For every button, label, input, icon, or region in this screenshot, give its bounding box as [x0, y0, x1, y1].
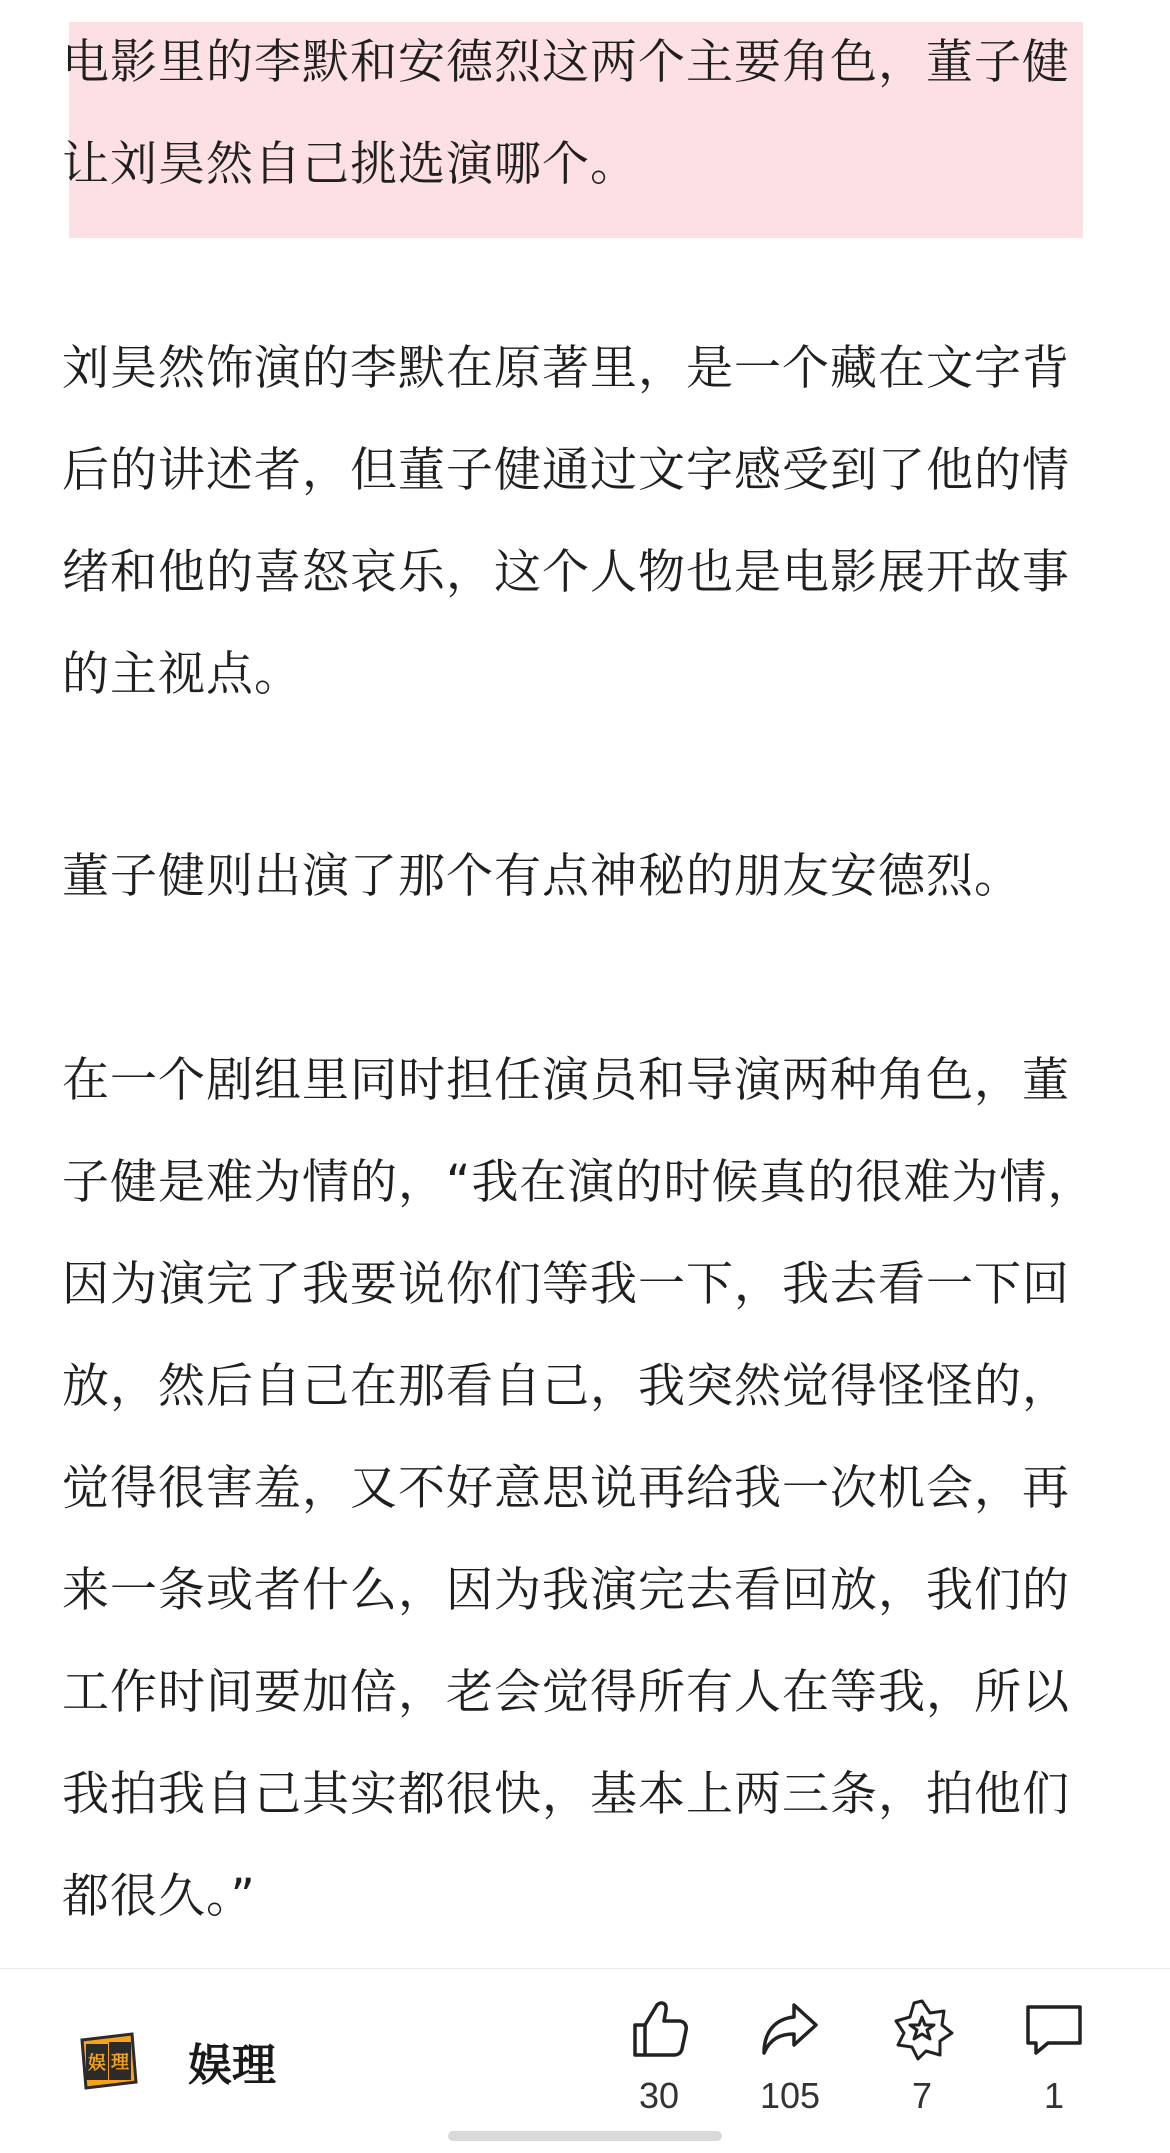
thumbs-up-icon	[627, 1997, 691, 2061]
paragraph-2: 刘昊然饰演的李默在原著里，是一个藏在文字背后的讲述者，但董子健通过文字感受到了他的情绪和他的喜怒哀乐，这个人物也是电影展开故事的主视点。	[62, 341, 1070, 702]
like-count: 30	[638, 2075, 680, 2116]
account-name[interactable]: 娱理	[188, 2040, 276, 2091]
home-indicator[interactable]	[448, 2131, 722, 2141]
favorite-count: 7	[911, 2075, 933, 2116]
article-footer-bar	[0, 1968, 1170, 2153]
logo-char-1: 娱	[88, 2053, 106, 2074]
account-info[interactable]	[76, 2023, 276, 2099]
share-arrow-icon	[758, 1997, 822, 2061]
favorite-button[interactable]	[867, 1997, 977, 2127]
share-button[interactable]	[735, 1997, 845, 2127]
paragraph-1: 电影里的李默和安德烈这两个主要角色，董子健让刘昊然自己挑选演哪个。	[62, 35, 1070, 192]
paragraph-4: 在一个剧组里同时担任演员和导演两种角色，董子健是难为情的，“我在演的时候真的很难为情，因为演完了我要说你们等我一下，我去看一下回放，然后自己在那看自己，我突然觉得怪怪的，觉得很害羞，又不好意思说再给我一次机会，再来一条或者什么，因为我演完去看回放，我们的工作时间要加倍，老会觉得所有人在等我，所以我拍我自己其实都很快，基本上两三条，拍他们都很久。”	[62, 1053, 1096, 1924]
comment-count: 1	[1043, 2075, 1065, 2116]
paragraph-3: 董子健则出演了那个有点神秘的朋友安德烈。	[62, 849, 1022, 904]
share-count: 105	[759, 2075, 821, 2116]
logo-char-2: 理	[111, 2052, 129, 2073]
star-badge-icon	[890, 1997, 954, 2061]
comment-button[interactable]	[999, 1997, 1109, 2127]
account-logo[interactable]	[76, 2030, 138, 2092]
comment-bubble-icon	[1022, 1997, 1086, 2061]
like-button[interactable]	[604, 1997, 714, 2127]
